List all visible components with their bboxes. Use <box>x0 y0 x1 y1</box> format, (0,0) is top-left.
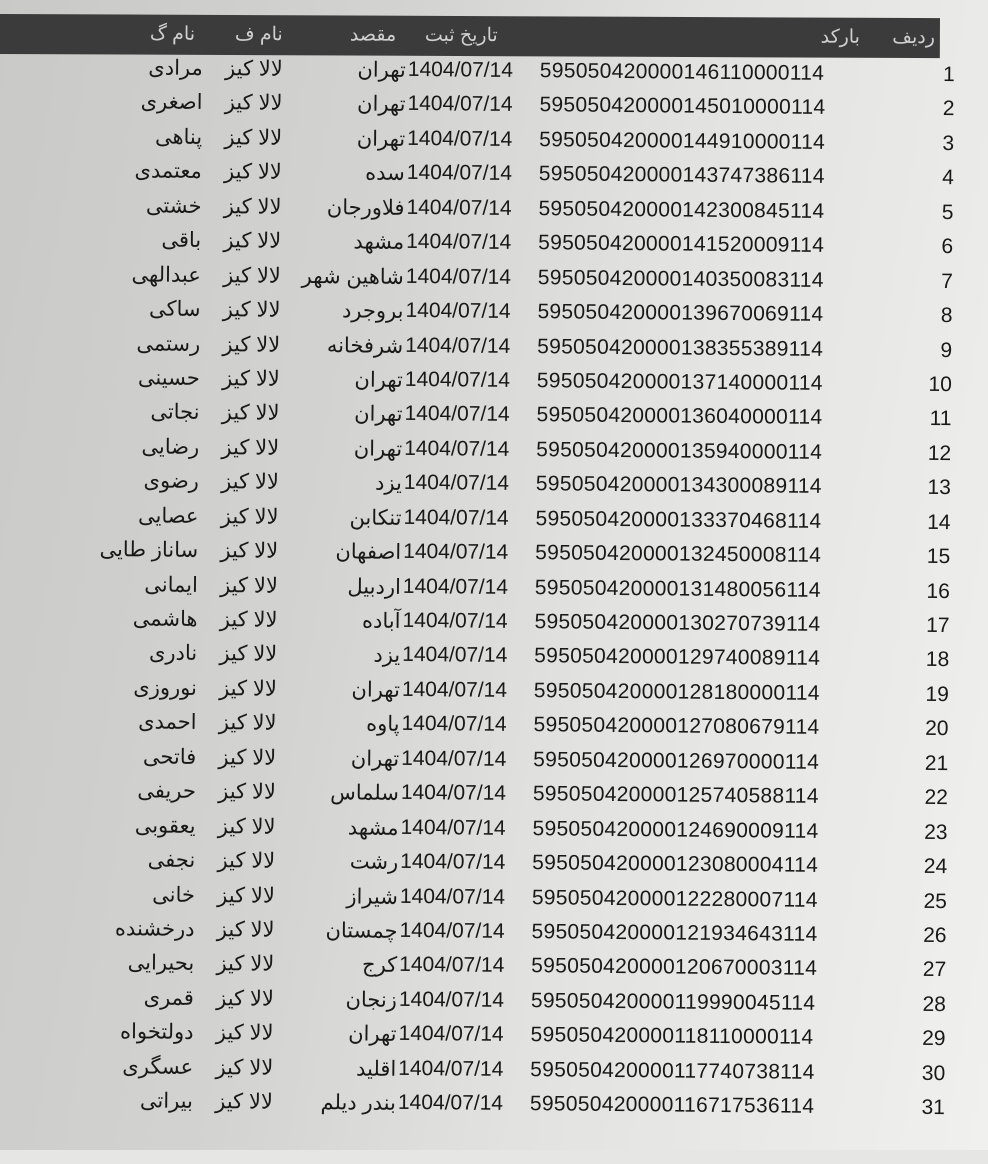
destination-cell: مشهد <box>347 816 399 840</box>
last-name-cell: خشتی <box>145 194 202 218</box>
destination-cell: زنجان <box>345 988 398 1012</box>
last-name-cell: نجفی <box>147 848 196 872</box>
row-number: 25 <box>923 889 947 913</box>
date-cell: 1404/07/14 <box>404 367 511 392</box>
header-date: تاریخ ثبت <box>424 24 498 47</box>
date-cell: 1404/07/14 <box>406 230 512 255</box>
date-cell: 1404/07/14 <box>398 1022 504 1047</box>
last-name-cell: دولتخواه <box>119 1020 194 1045</box>
row-number: 27 <box>922 958 947 982</box>
destination-cell: یزد <box>373 644 401 668</box>
date-cell: 1404/07/14 <box>402 643 508 668</box>
barcode-cell: 595050420000129740089114 <box>534 644 821 671</box>
last-name-cell: قمری <box>143 986 195 1010</box>
destination-cell: سده <box>365 161 405 186</box>
date-cell: 1404/07/14 <box>404 436 510 461</box>
date-cell: 1404/07/14 <box>399 884 506 909</box>
first-name-cell: لالا کیز <box>218 780 276 804</box>
destination-cell: کرج <box>361 953 398 978</box>
destination-cell: مشهد <box>353 230 405 255</box>
date-cell: 1404/07/14 <box>404 402 510 427</box>
destination-cell: تهران <box>353 437 403 461</box>
destination-cell: اردبیل <box>347 574 401 599</box>
row-number: 5 <box>941 200 954 224</box>
barcode-cell: 595050420000136040000114 <box>536 403 823 430</box>
destination-cell: بروجرد <box>341 299 404 323</box>
first-name-cell: لالا کیز <box>225 57 283 81</box>
row-number: 13 <box>927 476 951 500</box>
barcode-cell: 595050420000117740738114 <box>530 1057 815 1084</box>
first-name-cell: لالا کیز <box>221 470 279 494</box>
row-number: 4 <box>942 166 954 190</box>
row-number: 24 <box>923 854 948 879</box>
first-name-cell: لالا کیز <box>220 539 279 563</box>
first-name-cell: لالا کیز <box>224 126 283 150</box>
date-cell: 1404/07/14 <box>406 161 513 186</box>
date-cell: 1404/07/14 <box>399 953 505 978</box>
destination-cell: تهران <box>348 1022 397 1047</box>
first-name-cell: لالا کیز <box>216 952 275 977</box>
row-number: 14 <box>927 510 951 534</box>
last-name-cell: مرادی <box>148 56 203 80</box>
last-name-cell: پناهی <box>154 125 203 149</box>
destination-cell: شیراز <box>346 884 398 909</box>
row-number: 26 <box>923 923 947 948</box>
destination-cell: پاوه <box>366 712 400 737</box>
last-name-cell: نادری <box>148 641 198 666</box>
barcode-cell: 595050420000120670003114 <box>531 954 818 981</box>
barcode-cell: 595050420000141520009114 <box>538 231 825 258</box>
destination-cell: تهران <box>354 368 403 392</box>
first-name-cell: لالا کیز <box>217 883 276 908</box>
row-number: 11 <box>929 407 952 431</box>
barcode-cell: 595050420000132450008114 <box>535 541 822 568</box>
destination-cell: اقلید <box>355 1057 397 1081</box>
barcode-cell: 595050420000133370468114 <box>535 506 822 533</box>
row-number: 21 <box>924 751 949 775</box>
date-cell: 1404/07/14 <box>403 505 509 530</box>
destination-cell: تهران <box>350 747 400 771</box>
destination-cell: تنکابن <box>349 506 402 530</box>
row-number: 9 <box>940 338 953 362</box>
destination-cell: شرفخانه <box>326 333 404 358</box>
first-name-cell: لالا کیز <box>215 1021 274 1045</box>
row-number: 10 <box>928 372 952 397</box>
date-cell: 1404/07/14 <box>400 815 506 840</box>
barcode-cell: 595050420000137140000114 <box>536 369 823 395</box>
date-cell: 1404/07/14 <box>407 57 514 82</box>
barcode-cell: 595050420000146110000114 <box>539 59 825 85</box>
date-cell: 1404/07/14 <box>399 918 505 943</box>
last-name-cell: رضوی <box>143 469 199 494</box>
first-name-cell: لالا کیز <box>216 986 275 1011</box>
first-name-cell: لالا کیز <box>220 573 278 598</box>
barcode-cell: 595050420000138355389114 <box>537 334 824 361</box>
barcode-cell: 595050420000124690009114 <box>532 816 819 843</box>
last-name-cell: ایمانی <box>144 572 198 597</box>
row-number: 17 <box>926 613 950 638</box>
first-name-cell: لالا کیز <box>223 194 282 219</box>
row-number: 28 <box>922 992 946 1016</box>
date-cell: 1404/07/14 <box>397 1090 504 1116</box>
barcode-cell: 595050420000116717536114 <box>529 1092 815 1118</box>
header-first-name: نام ف <box>234 24 283 46</box>
last-name-cell: فاتحی <box>142 745 197 769</box>
destination-cell: بندر دیلم <box>320 1091 397 1115</box>
barcode-cell: 595050420000143747386114 <box>538 162 825 189</box>
last-name-cell: بیراتی <box>139 1089 194 1114</box>
destination-cell: شاهین شهر <box>301 264 404 289</box>
date-cell: 1404/07/14 <box>407 126 513 151</box>
last-name-cell: درخشنده <box>114 917 195 941</box>
barcode-cell: 595050420000127080679114 <box>533 713 820 740</box>
first-name-cell: لالا کیز <box>219 642 278 667</box>
first-name-cell: لالا کیز <box>220 504 279 529</box>
row-number: 22 <box>924 786 948 810</box>
row-number: 1 <box>943 63 955 87</box>
first-name-cell: لالا کیز <box>217 814 276 839</box>
first-name-cell: لالا کیز <box>224 160 282 185</box>
last-name-cell: حسینی <box>137 366 200 390</box>
first-name-cell: لالا کیز <box>215 1090 274 1114</box>
date-cell: 1404/07/14 <box>403 540 509 565</box>
last-name-cell: هاشمی <box>132 607 198 631</box>
destination-cell: سلماس <box>330 781 399 806</box>
date-cell: 1404/07/14 <box>406 195 512 220</box>
destination-cell: تهران <box>356 127 406 151</box>
row-number: 12 <box>927 441 952 465</box>
barcode-cell: 595050420000126970000114 <box>533 747 820 774</box>
date-cell: 1404/07/14 <box>405 333 511 358</box>
row-number: 29 <box>922 1027 946 1051</box>
header-row-number: ردیف <box>892 26 935 49</box>
last-name-cell: نوروزی <box>133 676 197 700</box>
destination-cell: تهران <box>351 678 400 702</box>
first-name-cell: لالا کیز <box>222 367 280 391</box>
first-name-cell: لالا کیز <box>219 677 277 701</box>
date-cell: 1404/07/14 <box>402 608 508 633</box>
header-barcode: بارکد <box>820 26 860 48</box>
barcode-cell: 595050420000122280007114 <box>531 885 818 912</box>
first-name-cell: لالا کیز <box>215 1055 274 1080</box>
first-name-cell: لالا کیز <box>218 711 277 735</box>
destination-cell: تهران <box>357 58 406 82</box>
destination-cell: تهران <box>357 92 406 117</box>
header-last-name: نام گ <box>149 23 196 45</box>
barcode-cell: 595050420000145010000114 <box>539 93 826 120</box>
barcode-cell: 595050420000123080004114 <box>532 851 819 877</box>
last-name-cell: احمدی <box>138 710 197 735</box>
last-name-cell: رستمی <box>136 331 201 356</box>
destination-cell: فلاورجان <box>326 195 405 220</box>
barcode-cell: 595050420000135940000114 <box>536 437 823 464</box>
date-cell: 1404/07/14 <box>401 712 507 737</box>
destination-cell: رشت <box>349 850 399 874</box>
row-number: 7 <box>941 269 953 293</box>
row-number: 2 <box>942 97 955 121</box>
date-cell: 1404/07/14 <box>402 574 509 599</box>
row-number: 6 <box>941 235 954 259</box>
last-name-cell: عبدالهی <box>131 262 201 287</box>
last-name-cell: عسگری <box>122 1054 194 1079</box>
last-name-cell: بحیرایی <box>127 951 195 976</box>
destination-cell: چمستان <box>325 919 398 943</box>
last-name-cell: حریفی <box>137 779 197 804</box>
barcode-cell: 595050420000128180000114 <box>533 679 820 705</box>
date-cell: 1404/07/14 <box>405 298 511 323</box>
first-name-cell: لالا کیز <box>223 263 281 288</box>
last-name-cell: اصغری <box>140 90 203 115</box>
date-cell: 1404/07/14 <box>398 1056 504 1081</box>
barcode-cell: 595050420000139670069114 <box>537 300 824 326</box>
last-name-cell: رضایی <box>141 435 200 459</box>
first-name-cell: لالا کیز <box>216 918 275 942</box>
last-name-cell: یعقوبی <box>134 813 196 838</box>
row-number: 8 <box>940 304 953 328</box>
last-name-cell: معتمدی <box>134 159 202 184</box>
row-number: 16 <box>926 579 950 603</box>
first-name-cell: لالا کیز <box>221 435 280 460</box>
row-number: 15 <box>926 545 951 569</box>
row-number: 18 <box>925 648 950 672</box>
row-number: 20 <box>925 717 949 741</box>
first-name-cell: لالا کیز <box>224 91 283 116</box>
barcode-cell: 595050420000134300089114 <box>535 472 822 499</box>
barcode-cell: 595050420000125740588114 <box>532 782 819 809</box>
first-name-cell: لالا کیز <box>219 608 278 632</box>
last-name-cell: باقی <box>161 228 202 253</box>
barcode-cell: 595050420000121934643114 <box>531 920 818 946</box>
destination-cell: یزد <box>374 471 402 496</box>
destination-cell: آباده <box>361 609 401 633</box>
barcode-cell: 595050420000142300845114 <box>538 196 825 223</box>
date-cell: 1404/07/14 <box>400 781 507 806</box>
date-cell: 1404/07/14 <box>403 471 510 496</box>
barcode-cell: 595050420000144910000114 <box>539 128 826 154</box>
last-name-cell: ساکی <box>148 297 201 321</box>
last-name-cell: خانی <box>152 883 196 907</box>
row-number: 23 <box>924 820 948 844</box>
first-name-cell: لالا کیز <box>223 229 282 253</box>
row-number: 30 <box>921 1061 946 1085</box>
last-name-cell: عصایی <box>137 504 199 528</box>
table-body <box>0 50 988 1127</box>
barcode-cell: 595050420000140350083114 <box>537 265 824 292</box>
date-cell: 1404/07/14 <box>400 849 506 874</box>
row-number: 3 <box>942 131 955 156</box>
date-cell: 1404/07/14 <box>401 677 508 702</box>
first-name-cell: لالا کیز <box>221 401 280 426</box>
first-name-cell: لالا کیز <box>222 298 281 322</box>
header-destination: مقصد <box>349 24 397 46</box>
last-name-cell: ساناز طایی <box>99 538 199 563</box>
date-cell: 1404/07/14 <box>401 746 507 771</box>
destination-cell: اصفهان <box>335 540 402 564</box>
row-number: 31 <box>921 1096 946 1120</box>
row-number: 19 <box>925 682 949 707</box>
barcode-cell: 595050420000130270739114 <box>534 610 821 636</box>
first-name-cell: لالا کیز <box>222 332 281 357</box>
barcode-cell: 595050420000131480056114 <box>534 575 821 602</box>
date-cell: 1404/07/14 <box>407 92 513 117</box>
date-cell: 1404/07/14 <box>398 987 505 1012</box>
first-name-cell: لالا کیز <box>218 745 277 770</box>
date-cell: 1404/07/14 <box>405 264 512 289</box>
first-name-cell: لالا کیز <box>217 849 276 873</box>
barcode-cell: 595050420000119990045114 <box>530 988 816 1015</box>
destination-cell: تهران <box>354 402 403 427</box>
barcode-cell: 595050420000118110000114 <box>530 1023 814 1050</box>
last-name-cell: نجاتی <box>150 400 200 425</box>
